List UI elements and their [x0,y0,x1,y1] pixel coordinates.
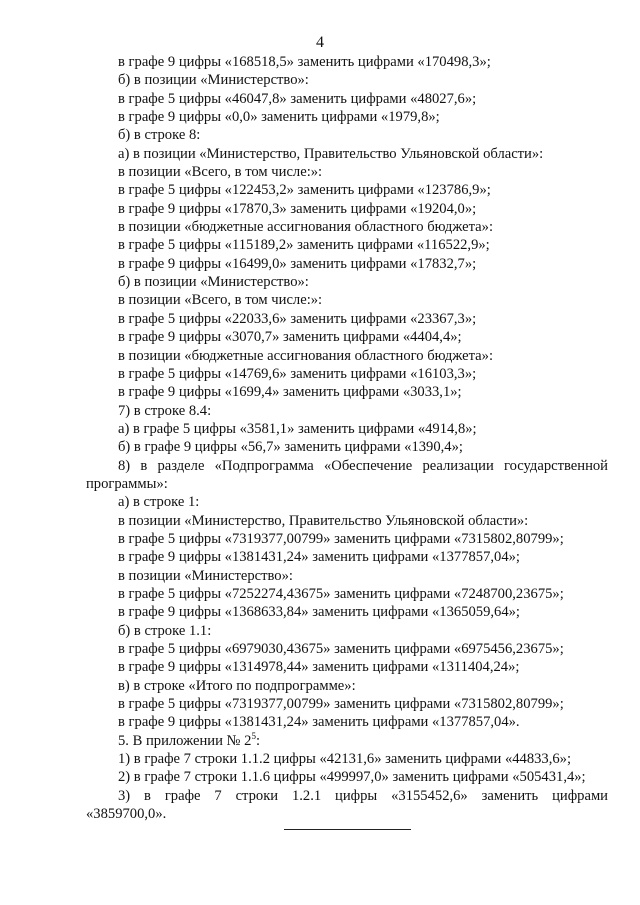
text-line: б) в строке 8: [118,127,201,144]
text-line: б) в позиции «Министерство»: [118,72,309,89]
page-number: 4 [316,34,324,51]
text-line: б) в графе 9 цифры «56,7» заменить цифрами «1390,4»; [118,439,463,456]
text-line: в графе 9 цифры «1381431,24» заменить цифрами «1377857,04»; [118,549,520,566]
text-line: в графе 9 цифры «17870,3» заменить цифрами «19204,0»; [118,200,477,217]
text-line: а) в позиции «Министерство, Правительство Ульяновской области»: [118,145,544,162]
text-line: в позиции «Министерство»: [118,567,293,584]
text-line: 2) в графе 7 строки 1.1.6 цифры «499997,0» заменить цифрами «505431,4»; [118,769,586,786]
text-line: в графе 5 цифры «7252274,43675» заменить цифрами «7248700,23675»; [118,585,564,602]
text-line: б) в позиции «Министерство»: [118,274,309,291]
text-line: в графе 5 цифры «14769,6» заменить цифрами «16103,3»; [118,365,477,382]
text-line: а) в графе 5 цифры «3581,1» заменить цифрами «4914,8»; [118,420,477,437]
text-line: в позиции «Всего, в том числе:»: [118,164,323,181]
text-line: в позиции «Министерство, Правительство Ульяновской области»: [118,512,529,529]
text-line: 8) в разделе «Подпрограмма «Обеспечение реализации государственной [118,457,608,474]
closing-rule [284,829,411,830]
text-line: в графе 5 цифры «46047,8» заменить цифрами «48027,6»; [118,90,477,107]
text-line: в графе 5 цифры «115189,2» заменить цифрами «116522,9»; [118,237,490,254]
appendix-heading: 5. В приложении № 2 [118,732,252,749]
text-line: в графе 9 цифры «0,0» заменить цифрами «1979,8»; [118,109,440,126]
text-line: в графе 9 цифры «1368633,84» заменить цифрами «1365059,64»; [118,604,520,621]
text-line: б) в строке 1.1: [118,622,212,639]
text-line: в позиции «бюджетные ассигнования областного бюджета»: [118,219,493,236]
text-line: в графе 9 цифры «1699,4» заменить цифрами «3033,1»; [118,384,462,401]
text-line: в графе 9 цифры «1381431,24» заменить цифрами «1377857,04». [118,714,520,731]
text-line: в графе 9 цифры «3070,7» заменить цифрами «4404,4»; [118,329,462,346]
text-line [86,732,608,750]
text-line: 7) в строке 8.4: [118,402,212,419]
text-line: в графе 5 цифры «22033,6» заменить цифрами «23367,3»; [118,310,477,327]
text-line: в графе 5 цифры «122453,2» заменить цифрами «123786,9»; [118,182,491,199]
text-line: в позиции «бюджетные ассигнования областного бюджета»: [118,347,493,364]
text-line: 1) в графе 7 строки 1.1.2 цифры «42131,6» заменить цифрами «44833,6»; [118,751,572,768]
text-line: в позиции «Всего, в том числе:»: [118,292,323,309]
appendix-superscript: 5 [251,730,256,741]
text-line: «3859700,0». [86,806,167,823]
text-line: в графе 9 цифры «168518,5» заменить цифрами «170498,3»; [118,54,491,70]
text-line: программы»: [86,475,168,492]
text-line: а) в строке 1: [118,494,200,511]
text-line: в графе 5 цифры «7319377,00799» заменить цифрами «7315802,80799»; [118,696,564,713]
appendix-colon: : [255,732,260,749]
text-line: в графе 5 цифры «7319377,00799» заменить цифрами «7315802,80799»; [118,530,564,547]
text-line: 3) в графе 7 строки 1.2.1 цифры «3155452,6» заменить цифрами [118,787,608,804]
text-line: в графе 5 цифры «6979030,43675» заменить цифрами «6975456,23675»; [118,641,564,657]
text-line: в графе 9 цифры «1314978,44» заменить цифрами «1311404,24»; [118,659,520,676]
document-body [86,53,608,823]
text-line: в) в строке «Итого по подпрограмме»: [118,677,356,694]
text-line: в графе 9 цифры «16499,0» заменить цифрами «17832,7»; [118,255,477,272]
